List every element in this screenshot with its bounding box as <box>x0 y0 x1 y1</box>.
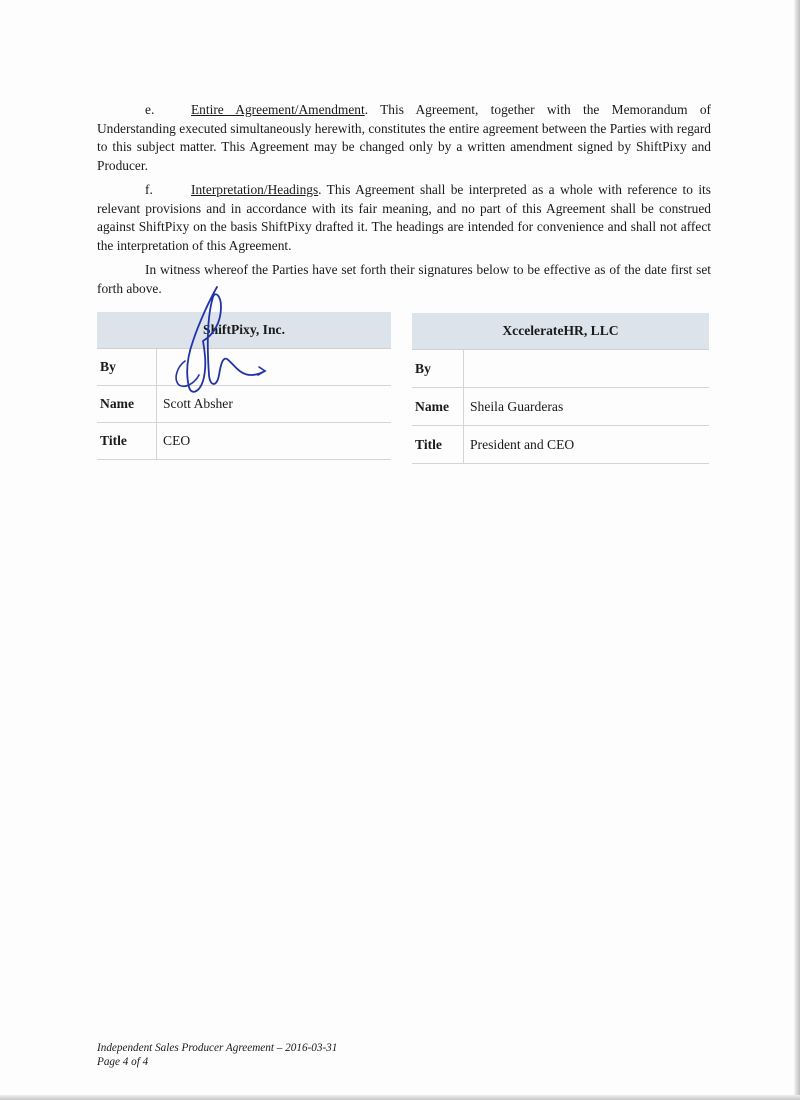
scan-bottom-shadow <box>0 1095 800 1100</box>
handwritten-signature <box>155 283 275 413</box>
signature-block-xcceleratehr <box>412 313 709 464</box>
scan-edge-shadow <box>794 0 800 1100</box>
section-e-heading: Entire Agreement/Amendment <box>191 102 365 117</box>
by-label: By <box>97 349 157 386</box>
section-f-label: f. <box>145 182 153 197</box>
title-label: Title <box>412 426 464 464</box>
signer-title-shiftpixy: CEO <box>157 423 392 460</box>
signature-field-xcceleratehr <box>464 350 710 388</box>
title-label: Title <box>97 423 157 460</box>
signer-title-xcceleratehr: President and CEO <box>464 426 710 464</box>
section-f-heading: Interpretation/Headings <box>191 182 319 197</box>
signer-name-xcceleratehr: Sheila Guarderas <box>464 388 710 426</box>
name-label: Name <box>97 386 157 423</box>
signer-name-shiftpixy: Scott Absher <box>157 386 392 423</box>
section-f-interpretation <box>97 181 711 255</box>
footer-document-title: Independent Sales Producer Agreement – 2016-03-31 <box>97 1042 338 1054</box>
name-label: Name <box>412 388 464 426</box>
company-name-xcceleratehr: XccelerateHR, LLC <box>412 313 709 350</box>
section-f-text: . This Agreement shall be interpreted as a whole with reference to its relevant provisions and in accordance with its fair meaning, and no part of this Agreement shall be construed against ShiftPixy on the basis ShiftPixy drafted it. The headings are intended for convenience and shall not affect the interpretation of this Agreement. <box>97 182 711 253</box>
page-footer <box>97 1041 337 1069</box>
section-e-text: . This Agreement, together with the Memorandum of Understanding executed simultaneously herewith, constitutes the entire agreement between the Parties with regard to this subject matter. This Agreement may be changed only by a written amendment signed by ShiftPixy and Producer. <box>97 102 711 173</box>
company-name-shiftpixy: ShiftPixy, Inc. <box>97 312 391 349</box>
footer-page-number: Page 4 of 4 <box>97 1056 149 1068</box>
section-e-entire-agreement <box>97 101 711 175</box>
section-e-label: e. <box>145 102 155 117</box>
witness-text: In witness whereof the Parties have set forth their signatures below to be effective as of the date first set forth above. <box>97 262 711 296</box>
by-label: By <box>412 350 464 388</box>
